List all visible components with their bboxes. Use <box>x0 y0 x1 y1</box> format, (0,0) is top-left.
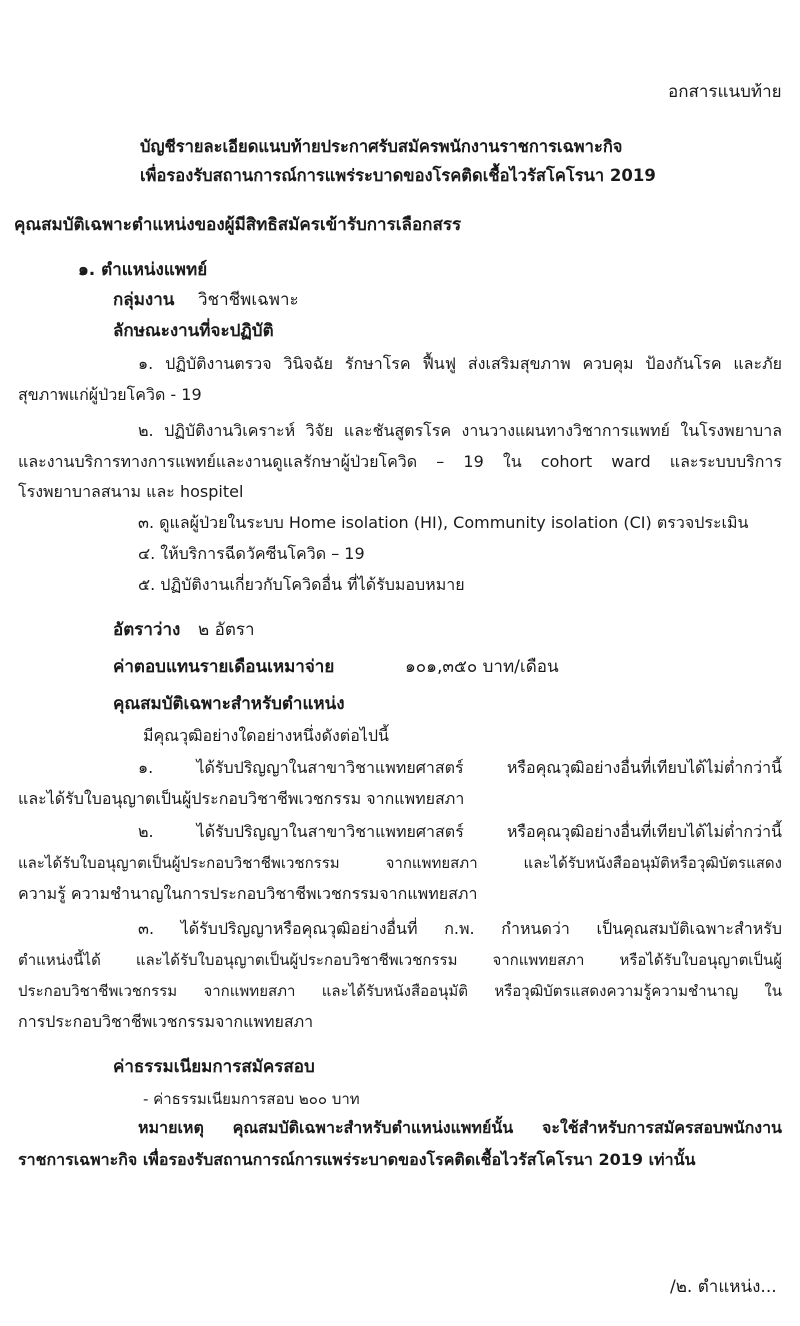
duty-5: ๕. ปฏิบัติงานเกี่ยวกับโควิดอื่น ที่ได้รับมอบหมาย <box>138 575 465 594</box>
note-line-a: หมายเหตุ คุณสมบัติเฉพาะสำหรับตำแหน่งแพทย์นั้น จะใช้สำหรับการสมัครสอบพนักงาน <box>138 1118 782 1137</box>
qualification-2-line-c: ความรู้ ความชำนาญในการประกอบวิชาชีพเวชกรรมจากแพทยสภา <box>18 884 478 903</box>
attachment-label: อกสารแนบท้าย <box>668 82 782 102</box>
continuation-marker: /๒. ตำแหน่ง... <box>670 1277 777 1297</box>
duty-2-line-c: โรงพยาบาลสนาม และ hospitel <box>18 482 244 501</box>
qualification-3-line-d: การประกอบวิชาชีพเวชกรรมจากแพทยสภา <box>18 1012 314 1031</box>
qualification-3-line-c: ประกอบวิชาชีพเวชกรรม จากแพทยสภา และได้รับหนังสืออนุมัติ หรือวุฒิบัตรแสดงความรู้ความชำนาญ ใน <box>18 982 782 1000</box>
fee-heading: ค่าธรรมเนียมการสมัครสอบ <box>113 1057 315 1077</box>
duty-3: ๓. ดูแลผู้ป่วยในระบบ Home isolation (HI), Community isolation (CI) ตรวจประเมิน <box>138 513 749 532</box>
salary-value: ๑๐๑,๓๕๐ บาท/เดือน <box>405 657 559 677</box>
position-heading: ๑. ตำแหน่งแพทย์ <box>78 260 208 280</box>
qualification-heading: คุณสมบัติเฉพาะสำหรับตำแหน่ง <box>113 694 345 714</box>
duty-2-line-a: ๒. ปฏิบัติงานวิเคราะห์ วิจัย และชันสูตรโรค งานวางแผนทางวิชาการแพทย์ ในโรงพยาบาล <box>138 421 782 440</box>
title-line-2: เพื่อรองรับสถานการณ์การแพร่ระบาดของโรคติดเชื้อไวรัสโคโรนา 2019 <box>140 166 656 185</box>
group-value: วิชาชีพเฉพาะ <box>198 290 299 310</box>
qualification-1-line-a: ๑. ได้รับปริญญาในสาขาวิชาแพทยศาสตร์ หรือคุณวุฒิอย่างอื่นที่เทียบได้ไม่ต่ำกว่านี้ <box>138 758 782 777</box>
note-line-b: ราชการเฉพาะกิจ เพื่อรองรับสถานการณ์การแพร่ระบาดของโรคติดเชื้อไวรัสโคโรนา 2019 เท่านั้น <box>18 1150 696 1169</box>
group-label: กลุ่มงาน <box>113 290 175 310</box>
duty-1-line-b: สุขภาพแก่ผู้ป่วยโควิด - 19 <box>18 385 202 404</box>
title-line-1: บัญชีรายละเอียดแนบท้ายประกาศรับสมัครพนักงานราชการเฉพาะกิจ <box>140 137 623 156</box>
duty-1-line-a: ๑. ปฏิบัติงานตรวจ วินิจฉัย รักษาโรค ฟื้นฟู ส่งเสริมสุขภาพ ควบคุม ป้องกันโรค และภัย <box>138 354 782 373</box>
duty-4: ๔. ให้บริการฉีดวัคซีนโควิด – 19 <box>138 544 365 563</box>
qualification-3-line-a: ๓. ได้รับปริญญาหรือคุณวุฒิอย่างอื่นที่ ก.พ. กำหนดว่า เป็นคุณสมบัติเฉพาะสำหรับ <box>138 919 782 938</box>
salary-label: ค่าตอบแทนรายเดือนเหมาจ่าย <box>113 657 335 677</box>
qualification-2-line-b: และได้รับใบอนุญาตเป็นผู้ประกอบวิชาชีพเวชกรรม จากแพทยสภา และได้รับหนังสืออนุมัติหรือวุฒิบัตรแสดง <box>18 854 782 872</box>
qualification-2-line-a: ๒. ได้รับปริญญาในสาขาวิชาแพทยศาสตร์ หรือคุณวุฒิอย่างอื่นที่เทียบได้ไม่ต่ำกว่านี้ <box>138 822 782 841</box>
qualification-1-line-b: และได้รับใบอนุญาตเป็นผู้ประกอบวิชาชีพเวชกรรม จากแพทยสภา <box>18 789 465 808</box>
duties-heading: ลักษณะงานที่จะปฏิบัติ <box>113 321 274 341</box>
vacancy-value: ๒ อัตรา <box>198 620 255 640</box>
section-heading: คุณสมบัติเฉพาะตำแหน่งของผู้มีสิทธิสมัครเข้ารับการเลือกสรร <box>14 215 462 235</box>
qualification-3-line-b: ตำแหน่งนี้ได้ และได้รับใบอนุญาตเป็นผู้ประกอบวิชาชีพเวชกรรม จากแพทยสภา หรือได้รับใบอนุญาตเป็นผู้ <box>18 951 782 969</box>
duty-2-line-b: และงานบริการทางการแพทย์และงานดูแลรักษาผู้ป่วยโควิด – 19 ใน cohort ward และระบบบริการ <box>18 452 782 471</box>
fee-item: - ค่าธรรมเนียมการสอบ ๒๐๐ บาท <box>143 1090 360 1108</box>
qualification-intro: มีคุณวุฒิอย่างใดอย่างหนึ่งดังต่อไปนี้ <box>143 726 389 745</box>
vacancy-label: อัตราว่าง <box>113 620 181 640</box>
